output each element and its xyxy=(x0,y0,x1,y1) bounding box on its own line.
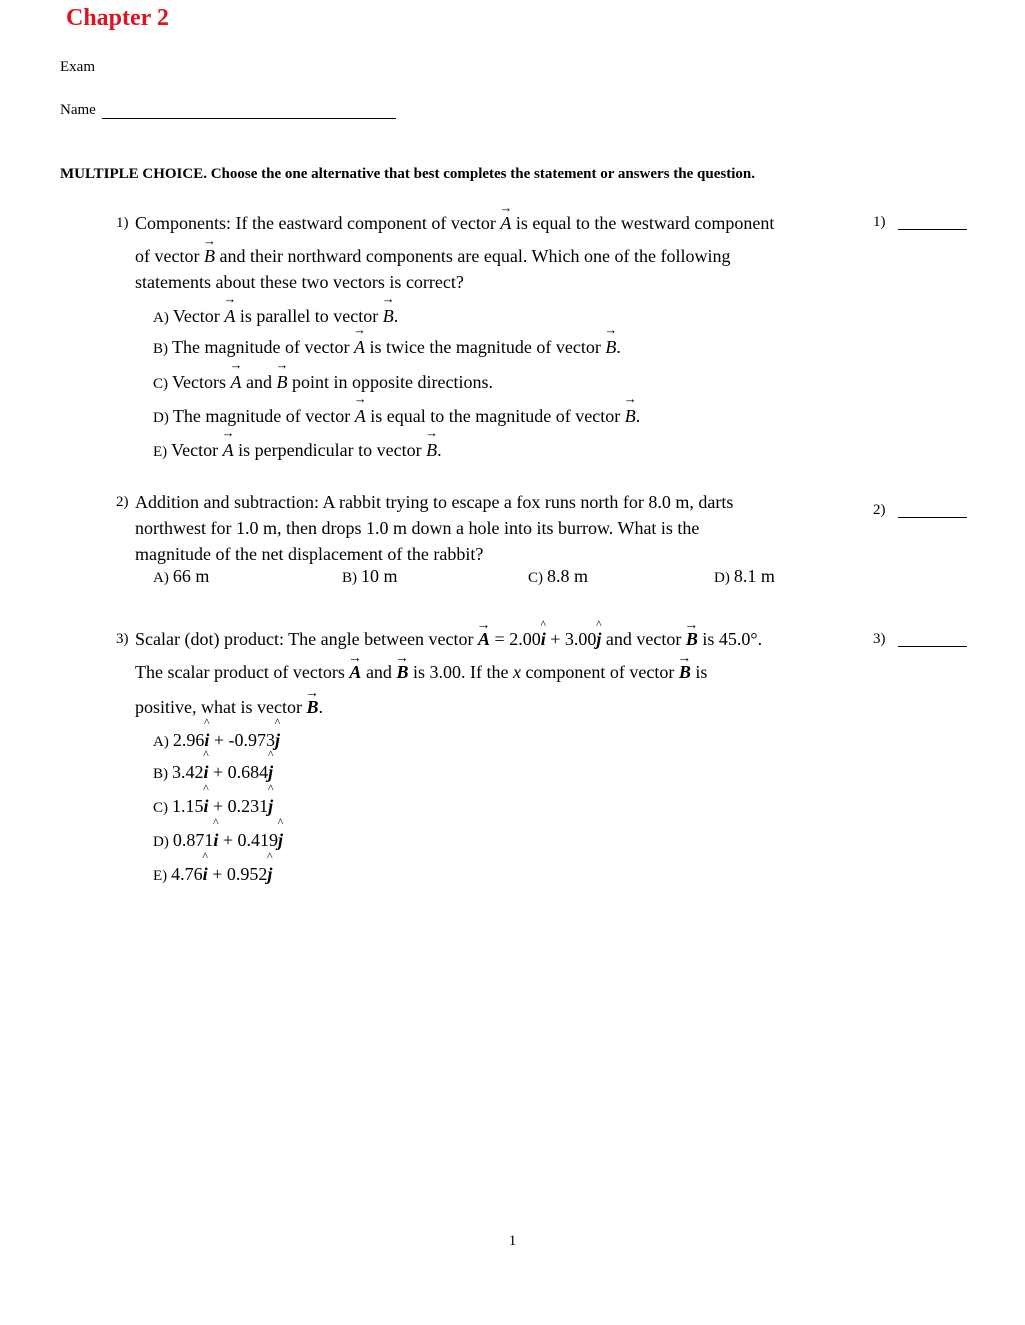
choice-1c[interactable]: C) Vectors → A and → B point in opposite directions. xyxy=(153,372,493,393)
choice-label: B) xyxy=(153,766,168,782)
choice-text: 66 m xyxy=(172,566,210,586)
choice-1b[interactable]: B) The magnitude of vector → A is twice the magnitude of vector → B. xyxy=(153,337,621,358)
choice-3d[interactable]: D) 0.871^ i + 0.419^ j xyxy=(153,830,283,851)
y-value: 0.684 xyxy=(227,762,269,782)
y-value: 0.952 xyxy=(226,864,268,884)
answer-number: 2) xyxy=(873,502,886,518)
choice-3a[interactable]: A) 2.96^ i + -0.973^ j xyxy=(153,730,280,751)
choice-label: A) xyxy=(153,734,169,750)
x-value: 2.96 xyxy=(172,730,205,750)
choice-2d[interactable] xyxy=(714,566,775,587)
x-value: 1.15 xyxy=(172,796,204,816)
answer-blank-2[interactable] xyxy=(898,517,967,518)
question-text: Scalar (dot) product: The angle between vector → A = 2.00^ i + 3.00^ j and vector → B is 45.0°. The scalar product of vectors → A and → B is 3.00. If the x component of vector → B is positive, what is vector → B. xyxy=(135,626,855,720)
page-number: 1 xyxy=(508,1233,517,1249)
y-value: -0.973 xyxy=(228,730,275,750)
question-line: Addition and subtraction: A rabbit trying to escape a fox runs north for 8.0 m, darts xyxy=(135,492,734,512)
question-text: Components: If the eastward component of vector → A is equal to the westward component of vector → B and their northward components are equal. Which one of the following statements about these two vectors is correct? xyxy=(135,210,855,295)
choice-label: D) xyxy=(153,410,169,426)
question-text xyxy=(135,489,855,567)
question-number: 3) xyxy=(116,631,129,647)
choice-2c[interactable] xyxy=(528,566,588,587)
x-value: 0.871 xyxy=(172,830,214,850)
choice-label: E) xyxy=(153,444,168,460)
x-value: 4.76 xyxy=(171,864,203,884)
choice-3e[interactable]: E) 4.76^ i + 0.952^ j xyxy=(153,864,272,885)
choice-label: A) xyxy=(153,310,169,326)
question-line: northwest for 1.0 m, then drops 1.0 m down a hole into its burrow. What is the xyxy=(135,518,700,538)
choice-2a[interactable] xyxy=(153,566,209,587)
choice-text: 8.1 m xyxy=(733,566,775,586)
y-value: 0.419 xyxy=(237,830,278,850)
choice-2b[interactable] xyxy=(342,566,398,587)
choice-label: C) xyxy=(153,376,168,392)
choice-label: B) xyxy=(342,570,357,586)
choice-1a[interactable]: A) Vector → A is parallel to vector → B. xyxy=(153,306,398,327)
choice-text: 8.8 m xyxy=(547,566,589,586)
question-number: 2) xyxy=(116,494,129,510)
choice-label: E) xyxy=(153,868,168,884)
choice-1e[interactable]: E) Vector → A is perpendicular to vector → B. xyxy=(153,440,442,461)
choice-3c[interactable]: C) 1.15^ i + 0.231^ j xyxy=(153,796,273,817)
choice-label: C) xyxy=(153,800,168,816)
choice-label: D) xyxy=(714,570,730,586)
question-line: magnitude of the net displacement of the rabbit? xyxy=(135,544,484,564)
question-number: 1) xyxy=(116,215,129,231)
choice-3b[interactable]: B) 3.42^ i + 0.684^ j xyxy=(153,762,273,783)
choice-label: A) xyxy=(153,570,169,586)
choice-label: D) xyxy=(153,834,169,850)
choice-label: B) xyxy=(153,341,168,357)
answer-number: 3) xyxy=(873,631,886,647)
answer-number: 1) xyxy=(873,214,886,230)
answer-blank-1[interactable] xyxy=(898,229,967,230)
choice-1d[interactable]: D) The magnitude of vector → A is equal to the magnitude of vector → B. xyxy=(153,406,640,427)
x-value: 3.42 xyxy=(172,762,204,782)
exam-label: Exam xyxy=(60,59,95,75)
answer-blank-3[interactable] xyxy=(898,646,967,647)
name-label: Name xyxy=(60,102,96,118)
instructions: MULTIPLE CHOICE. Choose the one alternative that best completes the statement or answers the question. xyxy=(60,166,755,182)
y-value: 0.231 xyxy=(227,796,269,816)
chapter-title: Chapter 2 xyxy=(66,5,169,31)
name-field[interactable] xyxy=(102,118,396,119)
choice-label: C) xyxy=(528,570,543,586)
choice-text: 10 m xyxy=(361,566,398,586)
